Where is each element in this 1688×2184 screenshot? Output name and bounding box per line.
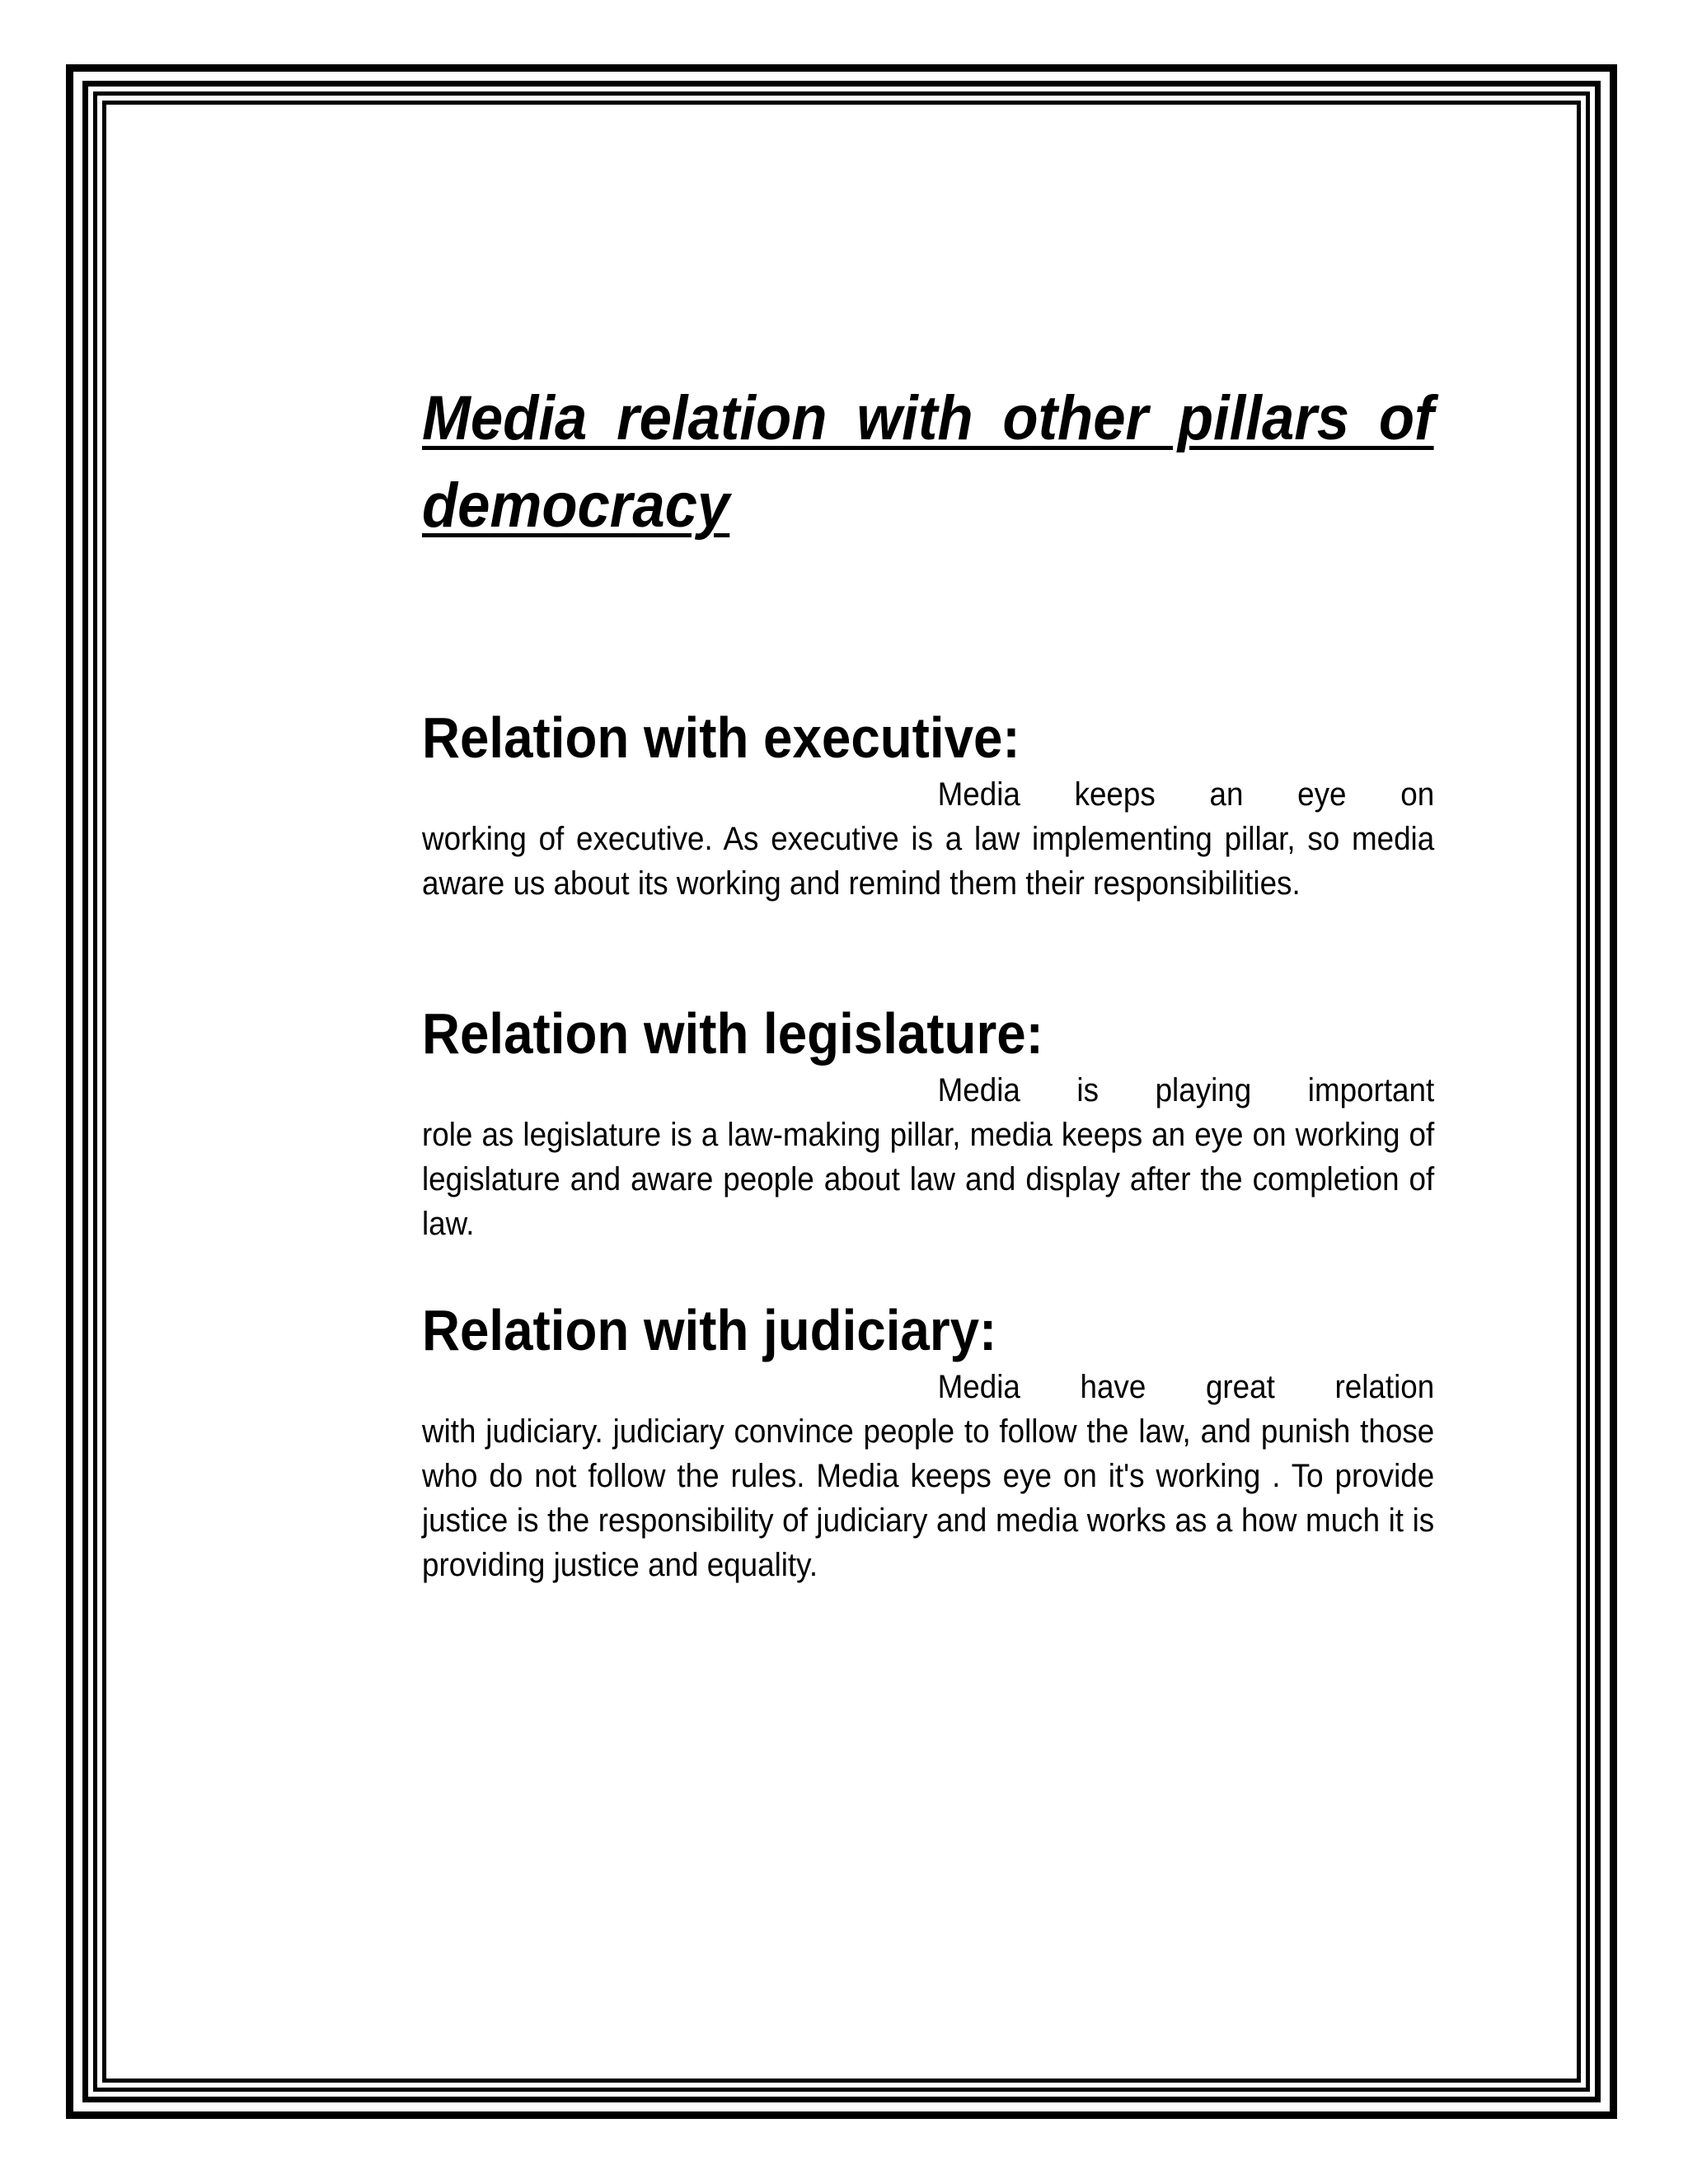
section-text: role as legislature is a law-making pillar, media keeps an eye on working of legislature and aware people about law and display after the completion of law. — [422, 1117, 1435, 1242]
page-title: Media relation with other pillars of democracy — [422, 383, 1434, 541]
section-body — [422, 1068, 1434, 1246]
section-lead: Media keeps an eye on — [937, 776, 1435, 813]
section-executive — [422, 703, 1522, 906]
section-text: with judiciary. judiciary convince people to follow the law, and punish those who do not follow the rules. Media keeps eye on it's working . To provide justice is the responsibility of judiciary and media works as a how much it is providing justice and equality. — [422, 1413, 1435, 1583]
section-heading: Relation with executive: — [422, 705, 1020, 770]
section-judiciary — [422, 1296, 1522, 1587]
section-legislature — [422, 999, 1522, 1246]
section-lead: Media have great relation — [937, 1369, 1435, 1405]
section-heading: Relation with legislature: — [422, 1001, 1043, 1066]
section-body — [422, 1365, 1434, 1587]
section-heading: Relation with judiciary: — [422, 1298, 997, 1362]
section-lead: Media is playing important — [937, 1072, 1435, 1108]
section-body — [422, 772, 1434, 906]
page-content — [422, 375, 1435, 1583]
section-text: working of executive. As executive is a law implementing pillar, so media aware us about its working and remind them their responsibilities. — [422, 821, 1435, 902]
